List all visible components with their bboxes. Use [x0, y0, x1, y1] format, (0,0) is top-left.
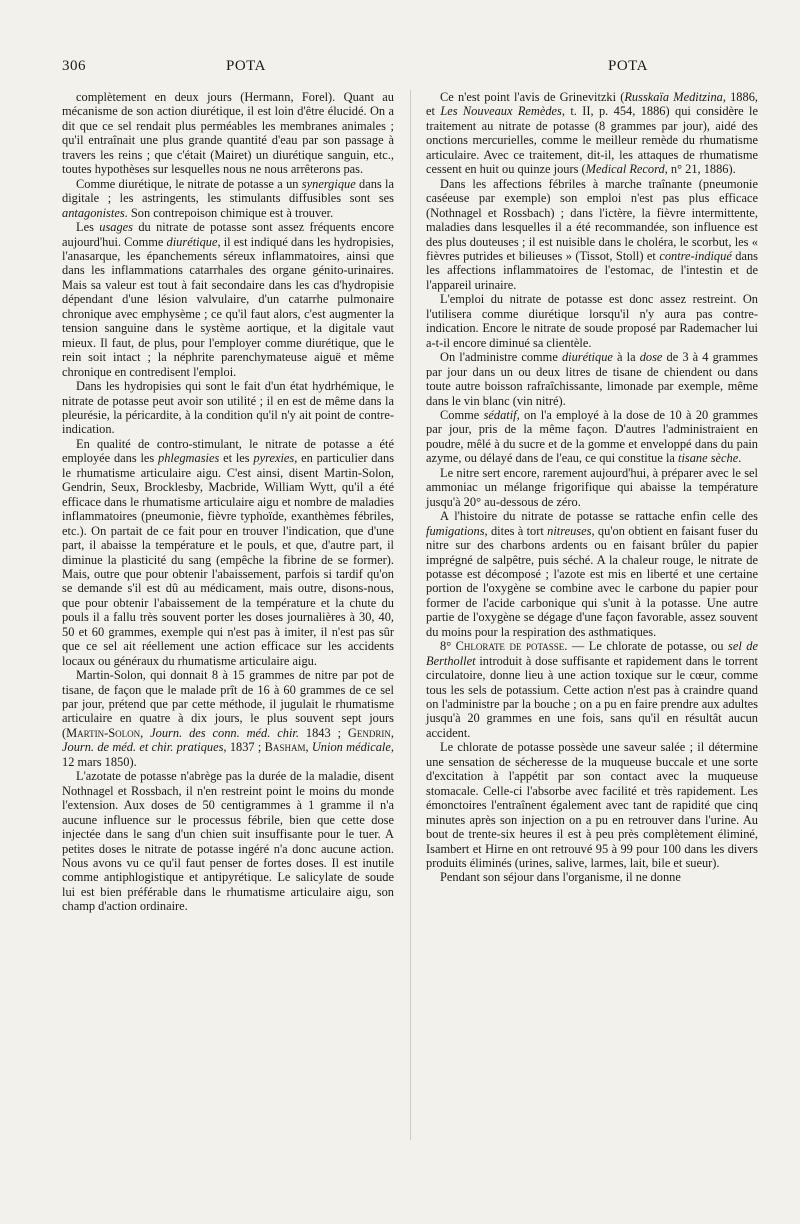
paragraph	[62, 769, 394, 914]
text-run: , 12 mars 1850).	[62, 740, 394, 769]
text-run: ,	[140, 725, 151, 740]
paragraph	[426, 292, 758, 350]
paragraph	[426, 466, 758, 509]
paragraph	[426, 350, 758, 408]
right-column	[426, 90, 758, 885]
italic-run: Les Nouveaux Remèdes	[440, 104, 562, 119]
text-run: 1843 ;	[298, 725, 348, 740]
text-run: dans les affections inflammatoires de l'estomac, de l'intestin et de l'appareil urinaire.	[426, 248, 758, 292]
text-run: ,	[390, 725, 394, 740]
text-run: Dans les affections fébriles à marche traînante (pneumonie caséeuse par exemple) son emploi n'est pas plus efficace (Nothnagel et Rossbach) ; dans l'ictère, la fièvre intermittente, maladies dans lesquelles il a été recommandée, son influence est des plus douteuses ; il est nuisible dans le choléra, le scorbut, les « fièvres putrides et bilieuses » (Tissot, Stoll) et	[426, 176, 758, 263]
paragraph	[62, 668, 394, 769]
text-run: , qu'on obtient en faisant fuser du nitre sur des charbons ardents ou en faisant brûler du papier imprégné de salpêtre, puis séché. A la chaleur rouge, le nitrate de potasse est décomposé ; l'azote est mis en liberté et une certaine portion de l'oxygène se combine avec le carbone du papier pour former de l'acide carbonique qui s'unit à la potasse. Une autre partie de l'oxygène se dégage d'une façon favorable, assez souvent du moins pour la respiration des asthmatiques.	[426, 523, 758, 639]
text-run: , t. II, p. 454, 1886) qui considère le traitement au nitrate de potasse (8 grammes par jour), aidé des onctions mercurielles, comme le meilleur remède du rhumatisme articulaire. Avec ce traitement, dit-il, les attaques de rhumatisme cessent en huit ou quinze jours (	[426, 104, 758, 177]
small-caps-run: Chlorate de potasse	[455, 639, 565, 654]
text-run: , n° 21, 1886).	[664, 162, 736, 177]
italic-run: sédatif	[483, 407, 517, 422]
italic-run: tisane sèche	[678, 451, 739, 466]
paragraph	[426, 639, 758, 740]
text-run: L'azotate de potasse n'abrège pas la durée de la maladie, disent Nothnagel et Rossbach, il n'en restreint point le moins du monde l'extension. Aux doses de 50 centigrammes à 1 gramme il n'a aucune influence sur le processus fébrile, bien que cette dose injectée dans le sang d'un chien suit insuffisante pour le tuer. A petites doses le nitrate de potasse ingéré n'a donc aucune action. Nous avons vu ce qu'il faut penser de fortes doses. Il est inutile comme antiphlogistique et antipyrétique. Le salicylate de soude lui est bien préférable dans le rhumatisme articulaire aigu, son champ d'action ordinaire.	[62, 769, 394, 914]
text-run: Comme diurétique, le nitrate de potasse a un	[76, 176, 302, 191]
italic-run: diurétique	[561, 350, 613, 365]
text-run: . — Le chlorate de potasse, ou	[564, 639, 729, 654]
text-run: , il est indiqué dans les hydropisies, l'anasarque, les épanchements séreux inflammatoires, ainsi que dans les inflammations catarrhales des organe génito-urinaires. Mais sa valeur est tout à fait secondaire dans les cas d'hydropisie dépendant d'une lésion valvulaire, d'un catarrhe pulmonaire chronique avec emphysème ; ce qu'il faut alors, c'est augmenter la tension sanguine dans le système aortique, et la digitale vaut mieux. Il faut, de plus, pour l'employer comme diurétique, que le rein soit intact ; la néphrite parenchymateuse aiguë et même chronique en contredisent l'emploi.	[62, 234, 394, 379]
text-run: 8°	[440, 639, 456, 654]
paragraph	[62, 177, 394, 220]
text-run: Les	[76, 220, 100, 235]
text-run: du nitrate de potasse sont assez fréquents encore aujourd'hui. Comme	[62, 220, 394, 249]
italic-run: pyrexies	[253, 451, 295, 466]
italic-run: nitreuses	[547, 523, 592, 538]
text-run: A l'histoire du nitrate de potasse se rattache enfin celle des	[440, 509, 758, 524]
running-head-left: POTA	[226, 58, 266, 74]
text-run: , dites à tort	[484, 523, 548, 538]
text-run: Pendant son séjour dans l'organisme, il ne donne	[440, 870, 681, 885]
italic-run: usages	[99, 220, 133, 235]
paragraph	[426, 509, 758, 639]
text-run: , on l'a employé à la dose de 10 à 20 grammes par jour, pris de la même façon. D'autres l'administraient en poudre, mêlé à du sucre et de la gomme et enveloppé dans du pain azyme, ou délayé dans de l'eau, ce qui constitue la	[426, 407, 758, 466]
italic-run: dose	[639, 350, 663, 365]
text-run: , 1886, et	[426, 90, 758, 119]
italic-run: Journ. de méd. et chir. pratiques	[62, 740, 224, 755]
text-run: Le nitre sert encore, rarement aujourd'hui, à préparer avec le sel ammoniac un mélange frigorifique qui abaisse la température jusqu'à 20° au-dessous de zéro.	[426, 465, 758, 509]
paragraph	[426, 740, 758, 870]
text-run: Martin-Solon, qui donnait 8 à 15 grammes de nitre par pot de tisane, de façon que le malade prît de 16 à 60 grammes de ce sel par jour, prétend que par cette méthode, il jugulait le rhumatisme articulaire en quatre à dix jours, le plus souvent sept jours (	[62, 668, 394, 740]
text-run: Comme	[440, 407, 484, 422]
text-run: Ce n'est point l'avis de Grinevitzki (	[440, 90, 625, 104]
italic-run: diurétique	[166, 234, 218, 249]
paragraph	[62, 379, 394, 437]
italic-run: sel de Berthollet	[426, 639, 758, 668]
column-divider	[410, 90, 411, 1140]
page-header	[0, 58, 800, 82]
text-run: ,	[305, 740, 312, 755]
text-run: Le chlorate de potasse possède une saveur salée ; il détermine une sensation de sécheresse de la muqueuse buccale et une sorte d'excitation à l'appétit par son contact avec la muqueuse stomacale. Celle-ci l'absorbe avec facilité et très rapidement. Les émonctoires l'entraînent également avec tant de rapidité que cinq minutes après son injection on a pu en retrouver dans l'urine. Au bout de trente-six heures il est à peu près complètement éliminé, Isambert et Hirne en ont retrouvé 95 à 99 pour 100 dans les divers produits éliminés (urines, salive, larmes, lait, bile et sueur).	[426, 740, 758, 871]
text-run: introduit à dose suffisante et rapidement dans le torrent circulatoire, donne lieu à une action toxique sur le cœur, comme tous les sels de potassium. Cette action n'est pas à craindre quand on l'administre par la bouche ; on a pu en faire prendre aux adultes jusqu'à 20 grammes en une fois, sans qu'il en résultât aucun accident.	[426, 653, 758, 740]
italic-run: synergique	[301, 176, 356, 191]
italic-run: antagonistes	[62, 205, 125, 220]
text-run: , 1837 ;	[223, 740, 265, 755]
italic-run: Medical Record	[585, 162, 665, 177]
text-run: En qualité de contro-stimulant, le nitrate de potasse a été employée dans les	[62, 436, 394, 466]
italic-run: phlegmasies	[158, 451, 220, 466]
italic-run: Russkaïa Meditzina	[624, 90, 723, 104]
text-run: à la	[612, 350, 640, 365]
paragraph	[62, 437, 394, 668]
text-run: Dans les hydropisies qui sont le fait d'un état hydrhémique, le nitrate de potasse peut avoir son utilité ; il en est de même dans la pleurésie, la péricardite, à la condition qu'il n'y ait point de contre-indication.	[62, 379, 394, 437]
small-caps-run: Gendrin	[347, 725, 391, 740]
running-head-right: POTA	[608, 58, 648, 74]
text-run: complètement en deux jours (Hermann, Forel). Quant au mécanisme de son action diurétique, il est loin d'être élucidé. On a dit que ce sel rendait plus perméables les membranes animales ; qu'il entraînait une plus grande quantité d'eau par son passage à travers les reins ; que c'était (Mairet) un diurétique sanguin, etc., toutes hypothèses sur lesquelles nous ne nous arrêterons pas.	[62, 90, 394, 177]
left-column	[62, 90, 394, 914]
paragraph	[426, 177, 758, 293]
text-run: .	[738, 451, 742, 466]
paragraph	[426, 408, 758, 466]
small-caps-run: Basham	[264, 740, 306, 755]
text-run: L'emploi du nitrate de potasse est donc assez restreint. On l'utilisera comme diurétique lorsqu'il n'y aura pas contre-indication. Encore le nitrate de soude proposé par Rademacher lui a-t-il encore diminué sa clientèle.	[426, 292, 758, 350]
text-run: de 3 à 4 grammes par jour dans un ou deux litres de tisane de chiendent ou dans toute autre boisson rafraîchissante, limonade par exemple, même dans le vin blanc (vin nitré).	[426, 350, 758, 408]
paragraph	[62, 220, 394, 379]
italic-run: contre-indiqué	[659, 248, 732, 263]
paragraph	[426, 870, 758, 884]
italic-run: fumigations	[426, 523, 485, 538]
text-run: , en particulier dans le rhumatisme articulaire aigu. C'est ainsi, disent Martin-Solon, Gendrin, Seux, Brocklesby, Macbride, William Wytt, qu'il a été efficace dans le rhumatisme articulaire aigu et nombre de maladies inflammatoires (pneumonie, fièvre typhoïde, exanthèmes fébriles, etc.). On partait de ce fait pour en trouver l'indication, que d'une part, il abaisse la température et le pouls, et que, d'autre part, il diminue la plasticité du sang (empêche la fibrine de se former). Mais, outre que pour obtenir l'abaissement, parfois si tardif qu'on se demande s'il est dû au médicament, mais outre, disons-nous, que pour obtenir l'abaissement de la température et la chute du pouls il a fallu très souvent porter les doses journalières à 30, 40, 50 et 60 grammes, exemple qui n'est pas à imiter, il n'est pas sûr que ce sel ait réellement une action efficace sur les accidents locaux ou généraux du rhumatisme articulaire aigu.	[62, 451, 395, 668]
text-run: On l'administre comme	[440, 350, 562, 365]
italic-run: Union médicale	[311, 740, 391, 755]
text-run: . Son contrepoison chimique est à trouver.	[124, 205, 334, 220]
paragraph	[426, 90, 758, 177]
page-number: 306	[62, 58, 86, 74]
text-run: dans la digitale ; les astringents, les stimulants diffusibles sont ses	[62, 176, 394, 206]
small-caps-run: Martin-Solon	[66, 725, 141, 740]
text-run: et les	[219, 451, 254, 466]
italic-run: Journ. des conn. méd. chir.	[150, 725, 299, 740]
paragraph	[62, 90, 394, 177]
